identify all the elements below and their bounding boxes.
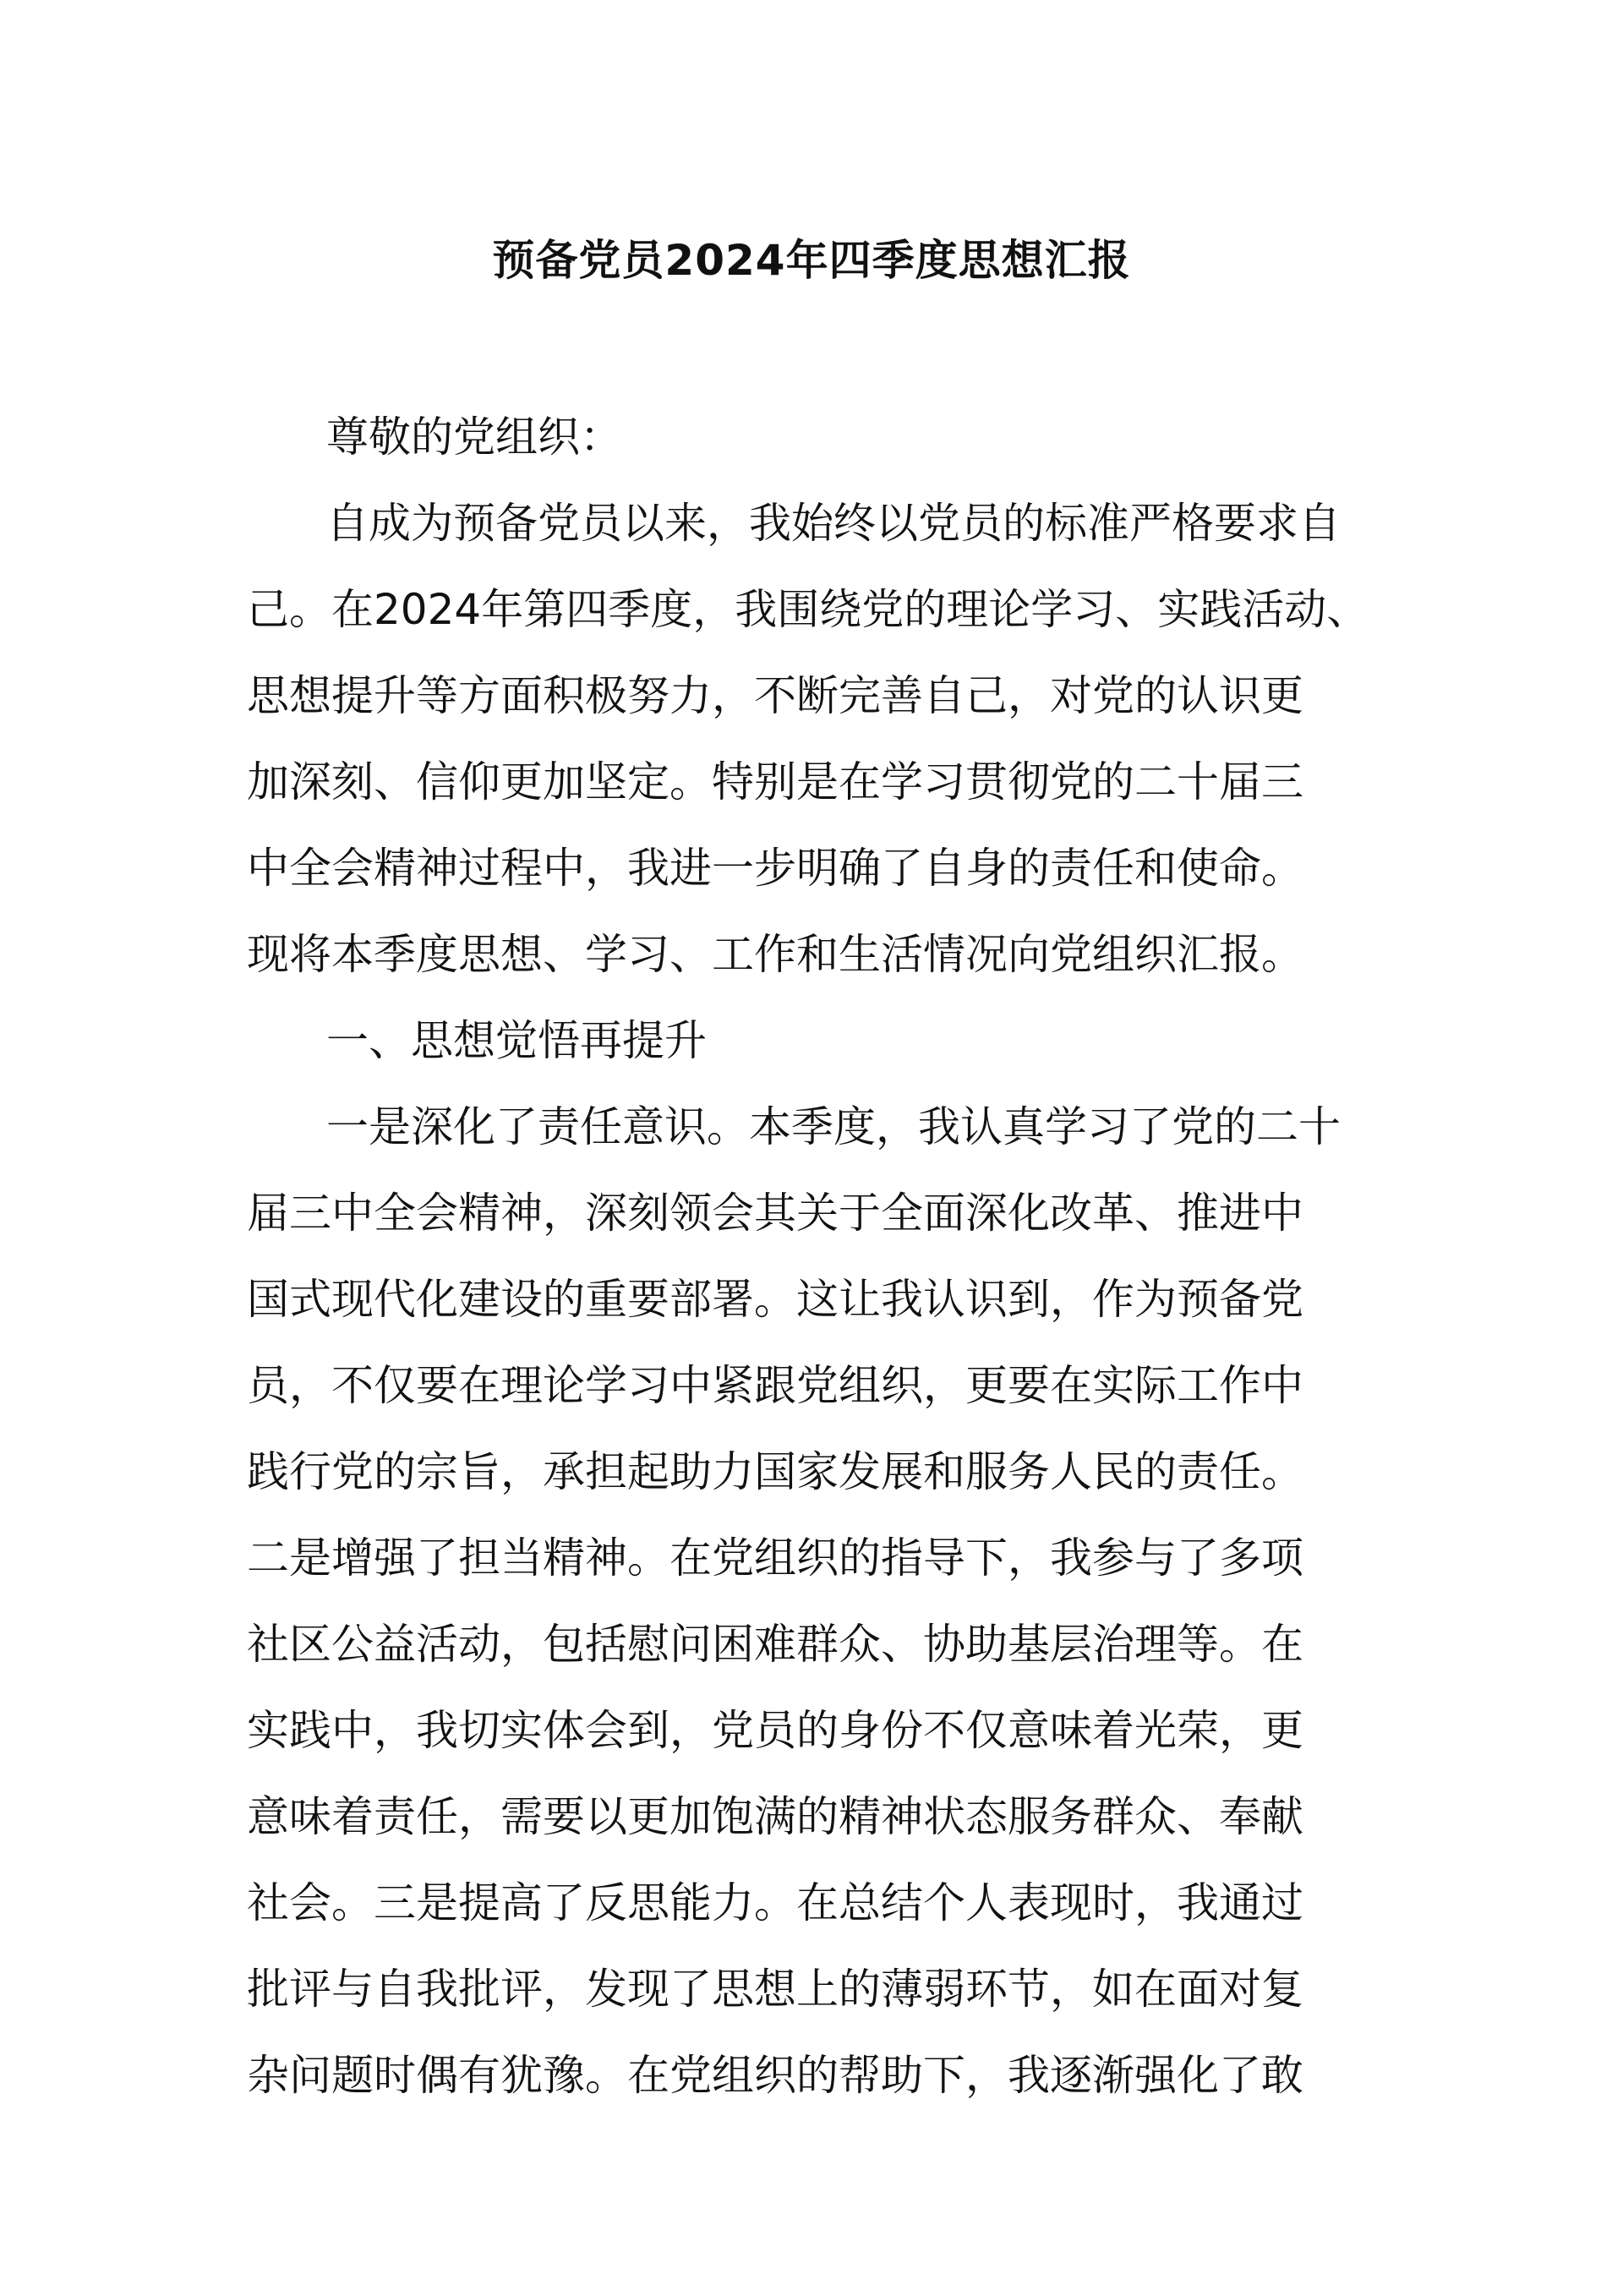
body-line: 自成为预备党员以来，我始终以党员的标准严格要求自 <box>326 499 1341 548</box>
body-line: 加深刻、信仰更加坚定。特别是在学习贯彻党的二十届三 <box>247 757 1303 806</box>
body-line: 思想提升等方面积极努力，不断完善自己，对党的认识更 <box>247 671 1303 720</box>
body-line: 员，不仅要在理论学习中紧跟党组织，更要在实际工作中 <box>247 1361 1303 1410</box>
body-line: 践行党的宗旨，承担起助力国家发展和服务人民的责任。 <box>247 1447 1303 1496</box>
body-line: 批评与自我批评，发现了思想上的薄弱环节，如在面对复 <box>247 1965 1303 2014</box>
body-line: 杂问题时偶有犹豫。在党组织的帮助下，我逐渐强化了敢 <box>247 2051 1303 2100</box>
body-line: 社区公益活动，包括慰问困难群众、协助基层治理等。在 <box>247 1620 1303 1669</box>
body-line: 届三中全会精神，深刻领会其关于全面深化改革、推进中 <box>247 1189 1303 1238</box>
body-line: 实践中，我切实体会到，党员的身份不仅意味着光荣，更 <box>247 1706 1303 1755</box>
body-line: 己。在2024年第四季度，我围绕党的理论学习、实践活动、 <box>247 585 1369 634</box>
body-line: 意味着责任，需要以更加饱满的精神状态服务群众、奉献 <box>247 1792 1303 1841</box>
body-line: 中全会精神过程中，我进一步明确了自身的责任和使命。 <box>247 844 1303 893</box>
salutation: 尊敬的党组织： <box>326 413 622 462</box>
body-line: 二是增强了担当精神。在党组织的指导下，我参与了多项 <box>247 1533 1303 1583</box>
body-line: 国式现代化建设的重要部署。这让我认识到，作为预备党 <box>247 1275 1303 1324</box>
body-line: 社会。三是提高了反思能力。在总结个人表现时，我通过 <box>247 1878 1303 1927</box>
document-body <box>247 394 1396 2118</box>
body-line: 一是深化了责任意识。本季度，我认真学习了党的二十 <box>326 1102 1341 1151</box>
document-title: 预备党员2024年四季度思想汇报 <box>492 236 1131 285</box>
section-heading: 一、思想觉悟再提升 <box>326 1016 707 1065</box>
body-line: 现将本季度思想、学习、工作和生活情况向党组织汇报。 <box>247 930 1303 979</box>
